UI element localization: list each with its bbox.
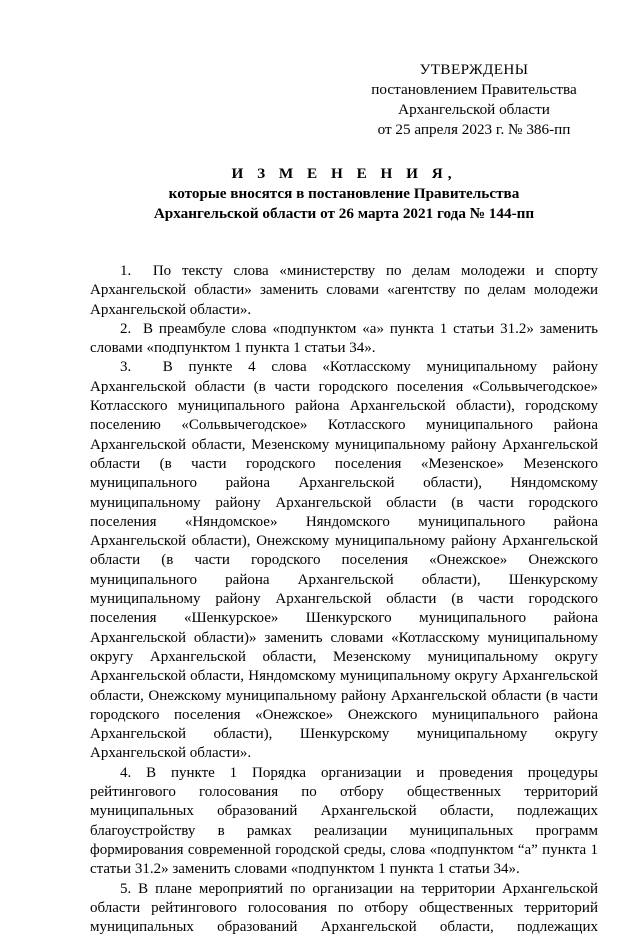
approval-line-2: Архангельской области — [360, 100, 588, 120]
approval-stamp — [360, 60, 588, 140]
approval-title: УТВЕРЖДЕНЫ — [360, 60, 588, 80]
heading-line-2: Архангельской области от 26 марта 2021 года № 144-пп — [90, 204, 598, 224]
approval-line-1: постановлением Правительства — [360, 80, 588, 100]
document-heading — [90, 164, 598, 224]
document-body — [90, 262, 598, 937]
heading-line-1: которые вносятся в постановление Правительства — [90, 184, 598, 204]
item-5: 5. В плане мероприятий по организации на территории Архангельской области рейтингового голосования по отбору общественных территорий муниципальных образований Архангельской области, подлежащих — [90, 880, 598, 937]
item-3: 3. В пункте 4 слова «Котласскому муниципальному району Архангельской области (в части городского поселения «Сольвычегодское» Котласского муниципального района Архангельской области), городскому поселению «Сольвычегодское» Котласского муниципального района Архангельской области, Мезенскому муниципальному району Архангельской области (в части городского поселения «Мезенское» Мезенского муниципального района Архангельской области), Няндомскому муниципальному району Архангельской области (в части городского поселения «Няндомское» Няндомского муниципального района Архангельской области), Онежскому муниципальному району Архангельской области (в части городского поселения «Онежское» Онежского муниципального района Архангельской области), Шенкурскому муниципальному району Архангельской области (в части городского поселения «Шенкурское» Шенкурского муниципального района Архангельской области)» заменить словами «Котласскому муниципальному округу Архангельской области, Мезенскому муниципальному округу Архангельской области, Няндомскому муниципальному округу Архангельской области, Онежскому муниципальному району Архангельской области (в части городского поселения «Онежское» Онежского муниципального района Архангельской области), Шенкурскому муниципальному округу Архангельской области». — [90, 358, 598, 763]
item-1: 1. По тексту слова «министерству по делам молодежи и спорту Архангельской области» заменить словами «агентству по делам молодежи Архангельской области». — [90, 262, 598, 320]
item-4: 4. В пункте 1 Порядка организации и проведения процедуры рейтингового голосования по отбору общественных территорий муниципальных образований Архангельской области, подлежащих благоустройству в рамках реализации муниципальных программ формирования современной городской среды, слова «подпунктом “а” пункта 1 статьи 31.2» заменить словами «подпунктом 1 пункта 1 статьи 34». — [90, 764, 598, 880]
item-2: 2. В преамбуле слова «подпунктом «а» пункта 1 статьи 31.2» заменить словами «подпунктом 1 пункта 1 статьи 34». — [90, 320, 598, 359]
heading-title: И З М Е Н Е Н И Я, — [90, 164, 598, 184]
approval-line-3: от 25 апреля 2023 г. № 386-пп — [360, 120, 588, 140]
